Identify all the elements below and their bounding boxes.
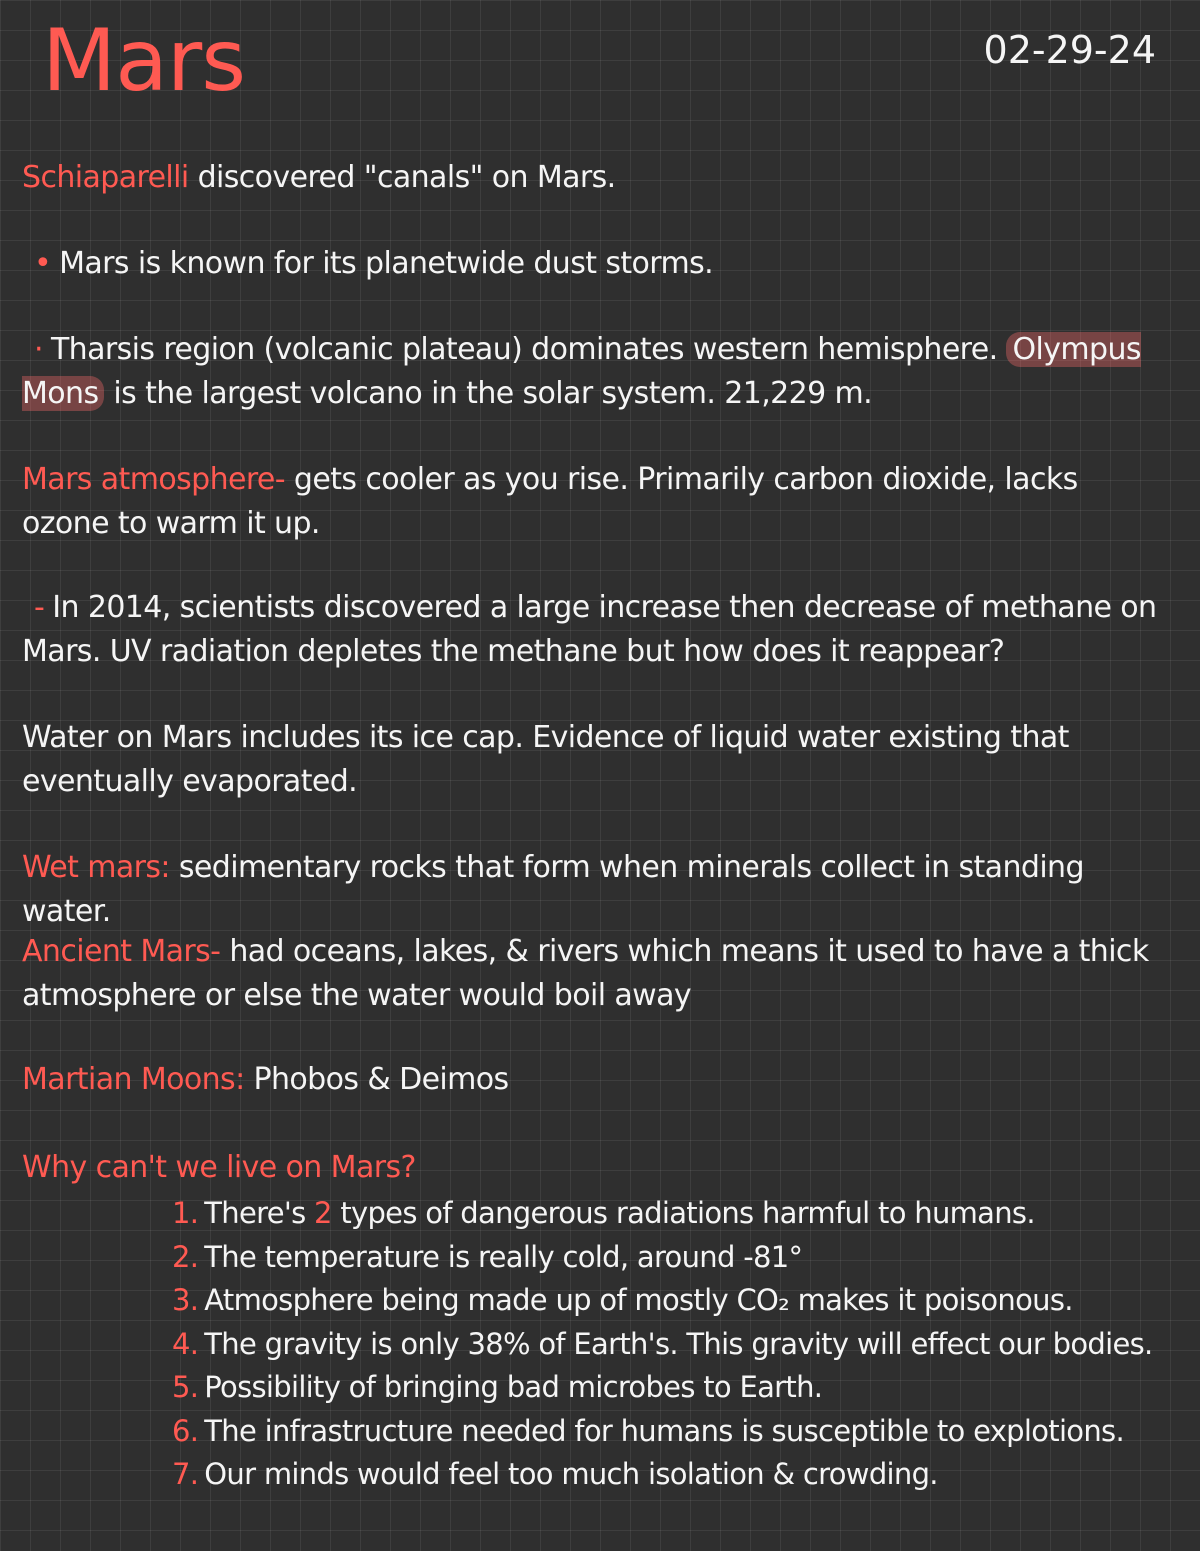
ancient-mars-note (22, 930, 1172, 1018)
bullet-icon: · (34, 332, 43, 367)
list-number: 5. (172, 1370, 199, 1404)
list-item (172, 1453, 1172, 1497)
reasons-list (172, 1192, 1172, 1497)
water-note (22, 716, 1172, 804)
tharsis-note (22, 328, 1172, 416)
list-number: 4. (172, 1326, 199, 1361)
list-item (172, 1192, 1172, 1236)
list-item-text: The temperature is really cold, around -81° (204, 1239, 803, 1274)
list-item (172, 1366, 1172, 1410)
wet-mars-text: sedimentary rocks that form when minerals collect in standing water. (22, 850, 1084, 929)
page-title: Mars (42, 11, 246, 111)
water-text: Water on Mars includes its ice cap. Evidence of liquid water existing that eventually evaporated. (22, 720, 1069, 799)
list-number: 1. (172, 1196, 199, 1230)
list-number: 3. (172, 1283, 199, 1317)
schiaparelli-term: Schiaparelli (22, 160, 189, 195)
list-item (172, 1279, 1172, 1323)
ancient-mars-text: had oceans, lakes, & rivers which means it used to have a thick atmosphere or else the water would boil away (22, 934, 1149, 1013)
schiaparelli-text: discovered "canals" on Mars. (188, 160, 616, 195)
list-item-text: Atmosphere being made up of mostly CO₂ makes it poisonous. (204, 1283, 1073, 1317)
dust-storms-note (22, 242, 1172, 286)
dust-storms-text: Mars is known for its planetwide dust storms. (59, 246, 714, 281)
list-item-text: The gravity is only 38% of Earth's. This gravity will effect our bodies. (204, 1326, 1153, 1361)
list-number: 2. (172, 1239, 199, 1274)
list-item-highlight: 2 (314, 1196, 332, 1230)
bullet-icon: • (34, 246, 52, 281)
why-heading: Why can't we live on Mars? (22, 1150, 416, 1185)
methane-text: In 2014, scientists discovered a large increase then decrease of methane on Mars. UV radiation depletes the methane but how does it reappear? (22, 590, 1157, 669)
list-item (172, 1410, 1172, 1454)
tharsis-text-continued: is the largest volcano in the solar system. 21,229 m. (104, 376, 873, 411)
list-number: 6. (172, 1413, 199, 1448)
moons-term: Martian Moons: (22, 1062, 245, 1097)
wet-mars-term: Wet mars: (22, 850, 170, 885)
list-item-text: Possibility of bringing bad microbes to Earth. (204, 1370, 823, 1404)
atmosphere-term: Mars atmosphere- (22, 462, 285, 497)
atmosphere-text: gets cooler as you rise. Primarily carbon dioxide, lacks ozone to warm it up. (22, 462, 1078, 541)
olympus-mons-highlight: Olympus Mons (22, 332, 1141, 411)
list-item-text: Our minds would feel too much isolation & crowding. (204, 1457, 938, 1491)
tharsis-text: Tharsis region (volcanic plateau) dominates western hemisphere. (50, 332, 1007, 367)
list-item (172, 1323, 1172, 1367)
note-date: 02-29-24 (983, 28, 1156, 72)
moons-note (22, 1058, 1172, 1102)
list-item-pre: There's (204, 1196, 315, 1230)
moons-text: Phobos & Deimos (244, 1062, 509, 1097)
atmosphere-note (22, 458, 1172, 546)
wet-mars-note (22, 846, 1172, 934)
list-item (172, 1236, 1172, 1280)
list-item-text: The infrastructure needed for humans is susceptible to explotions. (204, 1413, 1124, 1448)
ancient-mars-term: Ancient Mars- (22, 934, 221, 969)
methane-note (22, 586, 1172, 674)
dash-icon: - (34, 590, 45, 625)
list-number: 7. (172, 1457, 199, 1491)
list-item-text: types of dangerous radiations harmful to humans. (331, 1196, 1035, 1230)
schiaparelli-note (22, 156, 1172, 200)
